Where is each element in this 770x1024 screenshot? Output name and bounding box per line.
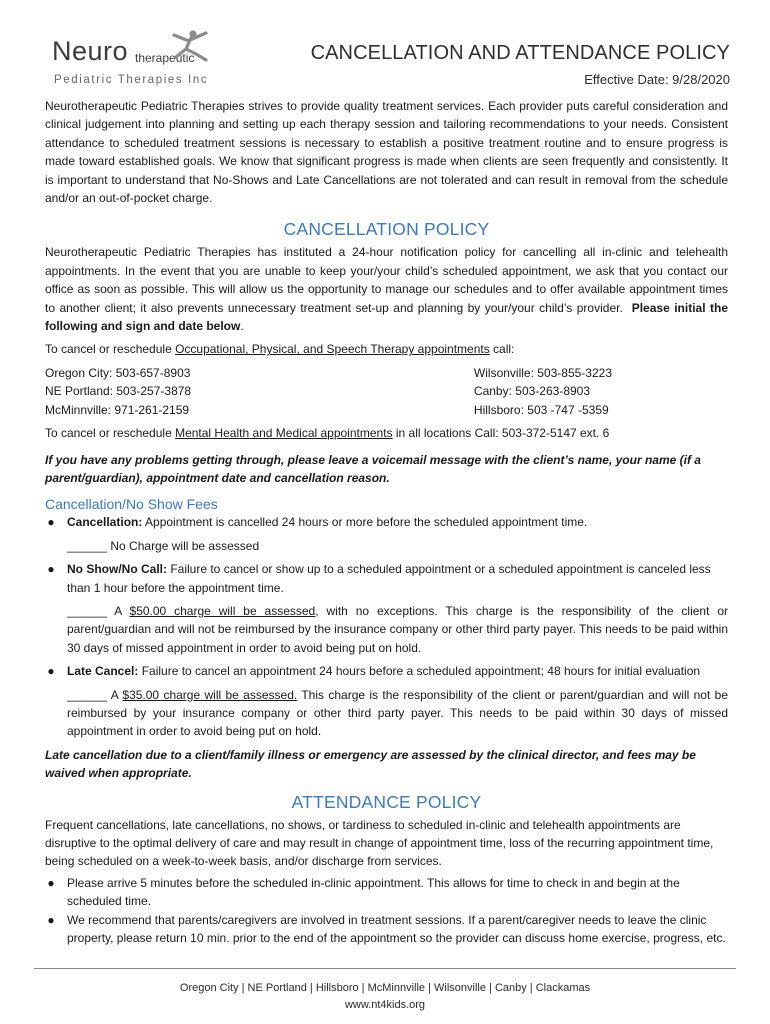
- attendance-paragraph: Frequent cancellations, late cancellations, no shows, or tardiness to scheduled in-clinic and telehealth appointments are disruptive to the optimal delivery of care and may result in change of appointment time, loss of the recurring appointment time, being scheduled on a week-to-week basis, and/or discharge from services.: [45, 817, 714, 869]
- fee-item-late-cancel: ● Late Cancel: Failure to cancel an appointment 24 hours before a scheduled appointment; 48 hours for initial evaluation ______ A $35.00 charge will be assessed. This charge is the responsibility of the client or parent/guardian and will not be reimbursed by your insurance company or other third party payer. This needs to be paid within 30 days of missed appointment in order to avoid being put on hold.: [45, 662, 728, 741]
- phone-wilsonville: Wilsonville: 503-855-3223: [473, 365, 612, 380]
- policy-content: [45, 97, 728, 947]
- initial-instruction: Please initial the following and sign and date below: [45, 300, 728, 334]
- initial-line-late-cancel: ______ A $35.00 charge will be assessed. This charge is the responsibility of the client or parent/guardian and will not be reimbursed by your insurance company or other third party payer. This needs to be paid within 30 days of missed appointment in order to avoid being put on hold.: [67, 687, 729, 739]
- attendance-item-arrival: ● Please arrive 5 minutes before the scheduled in-clinic appointment. This allows for time to check in and begin at the scheduled time.: [45, 874, 728, 911]
- fees-list: [45, 513, 728, 740]
- attendance-list: [45, 874, 728, 948]
- phone-column-left: [45, 364, 191, 419]
- logo-subtitle: Pediatric Therapies Inc: [54, 74, 209, 86]
- bullet-icon: ●: [47, 562, 55, 577]
- phone-canby: Canby: 503-263-8903: [473, 384, 591, 399]
- phone-oregon-city: Oregon City: 503-657-8903: [45, 365, 191, 380]
- mental-health-appointments-text: Mental Health and Medical appointments: [175, 426, 393, 441]
- logo-neuro-text: Neuro: [52, 36, 129, 66]
- attendance-policy-heading: ATTENDANCE POLICY: [291, 791, 482, 812]
- initial-line-no-show: ______ A $50.00 charge will be assessed, with no exceptions. This charge is the responsibility of the client or parent/guardian and will not be reimbursed by the insurance company or other third party payer. This needs to be paid within 30 days of missed appointment in order to avoid being put on hold.: [67, 603, 729, 655]
- voicemail-instruction: If you have any problems getting through, please leave a voicemail message with the client’s name, your name (if a parent/guardian), appointment date and cancellation reason.: [45, 452, 701, 485]
- footer-divider: [34, 968, 736, 969]
- fee-item-no-show: ● No Show/No Call: Failure to cancel or show up to a scheduled appointment or a scheduled appointment is canceled less than 1 hour before the appointment time. ______ A $50.00 charge will be assessed, with no exceptions. This charge is the responsibility of the client or parent/guardian and will not be reimbursed by the insurance company or other third party payer. This needs to be paid within 30 days of missed appointment in order to avoid being put on hold.: [45, 560, 728, 657]
- footer-website: www.nt4kids.org: [344, 999, 426, 1011]
- phone-hillsboro: Hillsboro: 503 -747 -5359: [473, 402, 609, 417]
- cancellation-policy-heading: CANCELLATION POLICY: [283, 219, 490, 240]
- fee-item-cancellation: ● Cancellation: Appointment is cancelled 24 hours or more before the scheduled appointment time. ______ No Charge will be assessed: [45, 513, 728, 555]
- cancellation-paragraph: Neurotherapeutic Pediatric Therapies has instituted a 24-hour notification policy for cancelling all in-clinic and telehealth appointments. In the event that you are unable to keep your/your child’s scheduled appointment, we ask that you contact our office as soon as possible. This will allow us the opportunity to manage our schedules and to offer available appointment times to another client; it also prevents unnecessary treatment set-up and planning by your/your child’s provider. Please initial the following and sign and date below.: [45, 245, 728, 334]
- page-title: CANCELLATION AND ATTENDANCE POLICY: [310, 42, 730, 64]
- fees-heading: Cancellation/No Show Fees: [45, 496, 218, 513]
- phone-mcminnville: McMinnville: 971-261-2159: [45, 402, 190, 417]
- logo-therapeutic-text: therapeutic: [135, 51, 195, 65]
- therapy-appointments-text: Occupational, Physical, and Speech Therapy appointments: [175, 342, 490, 357]
- bullet-icon: ●: [47, 515, 55, 530]
- waiver-note: Late cancellation due to a client/family illness or emergency are assessed by the clinical director, and fees may be waived when appropriate.: [45, 747, 696, 781]
- bullet-icon: ●: [47, 912, 55, 927]
- footer-locations: Oregon City | NE Portland | Hillsboro | McMinnville | Wilsonville | Canby | Clackamas: [179, 982, 591, 994]
- attendance-item-parents: ● We recommend that parents/caregivers are involved in treatment sessions. If a parent/caregiver needs to leave the clinic property, please return 10 min. prior to the end of the appointment so the provider can discuss home exercise, progress, etc.: [45, 911, 728, 948]
- clinic-phone-list: [45, 364, 612, 419]
- reschedule-therapy-line: To cancel or reschedule Occupational, Physical, and Speech Therapy appointments call:: [45, 342, 515, 357]
- initial-line-cancellation: ______ No Charge will be assessed: [67, 538, 260, 553]
- intro-paragraph: Neurotherapeutic Pediatric Therapies strives to provide quality treatment services. Each provider puts careful consideration and clinical judgement into planning and setting up each therapy session and tailoring recommendations to your needs. Consistent attendance to scheduled treatment sessions is necessary to establish a positive treatment routine and to ensure progress is made toward established goals. We know that significant progress is made when clients are seen frequently and consistently. It is important to understand that No-Shows and Late Cancellations are not tolerated and can result in removal from the schedule and/or an out-of-pocket charge.: [45, 99, 728, 206]
- bullet-icon: ●: [47, 875, 55, 890]
- effective-date: Effective Date: 9/28/2020: [584, 72, 730, 87]
- bullet-icon: ●: [47, 664, 55, 679]
- phone-ne-portland: NE Portland: 503-257-3878: [45, 384, 192, 399]
- reschedule-mental-health-line: To cancel or reschedule Mental Health and Medical appointments in all locations Call: 503-372-5147 ext. 6: [45, 426, 610, 441]
- jumping-figure-icon: [166, 29, 214, 63]
- phone-column-right: [474, 364, 612, 419]
- company-logo: [48, 32, 228, 92]
